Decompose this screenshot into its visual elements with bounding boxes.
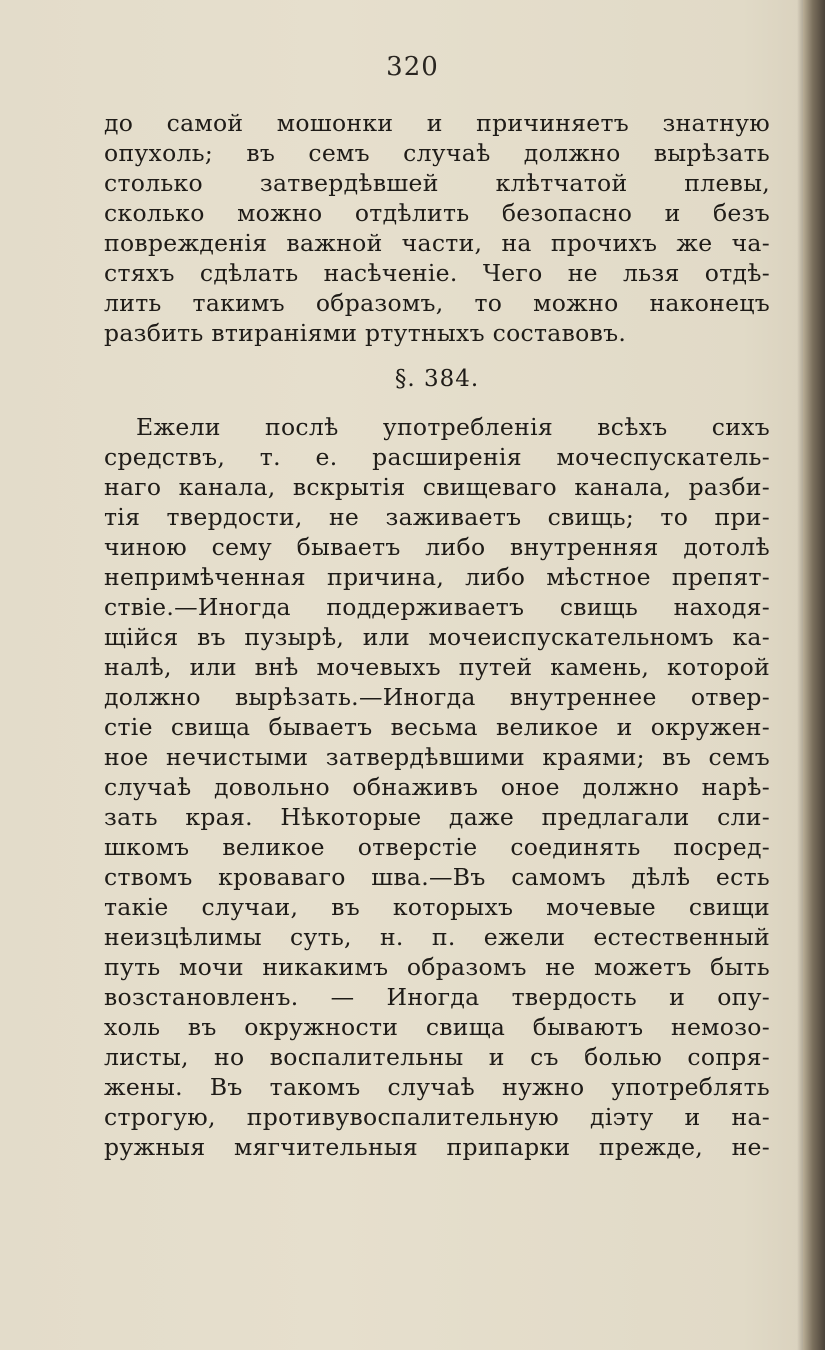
- text-line: ствіе.—Иногда поддерживаетъ свищь находя-: [104, 593, 770, 621]
- text-line: холь въ окружности свища бываютъ немозо-: [104, 1013, 770, 1041]
- text-line: налѣ, или внѣ мочевыхъ путей камень, которой: [104, 653, 770, 681]
- text-line: щійся въ пузырѣ, или мочеиспускательномъ ка-: [104, 623, 770, 651]
- text-line: сколько можно отдѣлить безопасно и безъ: [104, 199, 770, 227]
- text-line: чиною сему бываетъ либо внутренняя дотолѣ: [104, 533, 770, 561]
- text-line: ружныя мягчительныя припарки прежде, не-: [104, 1133, 770, 1161]
- text-line: опухоль; въ семъ случаѣ должно вырѣзать: [104, 139, 770, 167]
- text-line: стіе свища бываетъ весьма великое и окружен-: [104, 713, 770, 741]
- text-line: Ежели послѣ употребленія всѣхъ сихъ: [136, 413, 770, 441]
- text-line: ствомъ кроваваго шва.—Въ самомъ дѣлѣ есть: [104, 863, 770, 891]
- text-line: листы, но воспалительны и съ болью сопря-: [104, 1043, 770, 1071]
- text-line: жены. Въ такомъ случаѣ нужно употреблять: [104, 1073, 770, 1101]
- text-line: столько затвердѣвшей клѣтчатой плевы,: [104, 169, 770, 197]
- text-line: строгую, противувоспалительную діэту и на-: [104, 1103, 770, 1131]
- text-line: непримѣченная причина, либо мѣстное препят-: [104, 563, 770, 591]
- text-line: разбить втираніями ртутныхъ составовъ.: [104, 319, 627, 347]
- text-line: стяхъ сдѣлать насѣченіе. Чего не льзя отдѣ-: [104, 259, 770, 287]
- book-binding: [803, 0, 825, 1350]
- text-line: шкомъ великое отверстіе соединять посред-: [104, 833, 770, 861]
- text-line: должно вырѣзать.—Иногда внутреннее отвер-: [104, 683, 770, 711]
- text-line: ное нечистыми затвердѣвшими краями; въ семъ: [104, 743, 770, 771]
- page-number: 320: [386, 52, 439, 82]
- text-line: тія твердости, не заживаетъ свищь; то при-: [104, 503, 770, 531]
- text-line: до самой мошонки и причиняетъ знатную: [104, 109, 770, 137]
- section-heading: §. 384.: [394, 366, 480, 392]
- text-line: путь мочи никакимъ образомъ не можетъ быть: [104, 953, 770, 981]
- paragraph-2: [104, 412, 770, 1162]
- text-line: возстановленъ. — Иногда твердость и опу-: [104, 983, 770, 1011]
- text-line: наго канала, вскрытія свищеваго канала, разби-: [104, 473, 770, 501]
- text-line: зать края. Нѣкоторые даже предлагали сли-: [104, 803, 770, 831]
- text-line: поврежденія важной части, на прочихъ же ча-: [104, 229, 770, 257]
- text-line: неизцѣлимы суть, н. п. ежели естественный: [104, 923, 770, 951]
- text-line: средствъ, т. е. расширенія мочеспускатель-: [104, 443, 770, 471]
- text-block: [104, 108, 770, 1162]
- text-line: лить такимъ образомъ, то можно наконецъ: [104, 289, 770, 317]
- paragraph-1: [104, 108, 770, 348]
- text-line: такіе случаи, въ которыхъ мочевые свищи: [104, 893, 770, 921]
- text-line: случаѣ довольно обнаживъ оное должно нарѣ-: [104, 773, 770, 801]
